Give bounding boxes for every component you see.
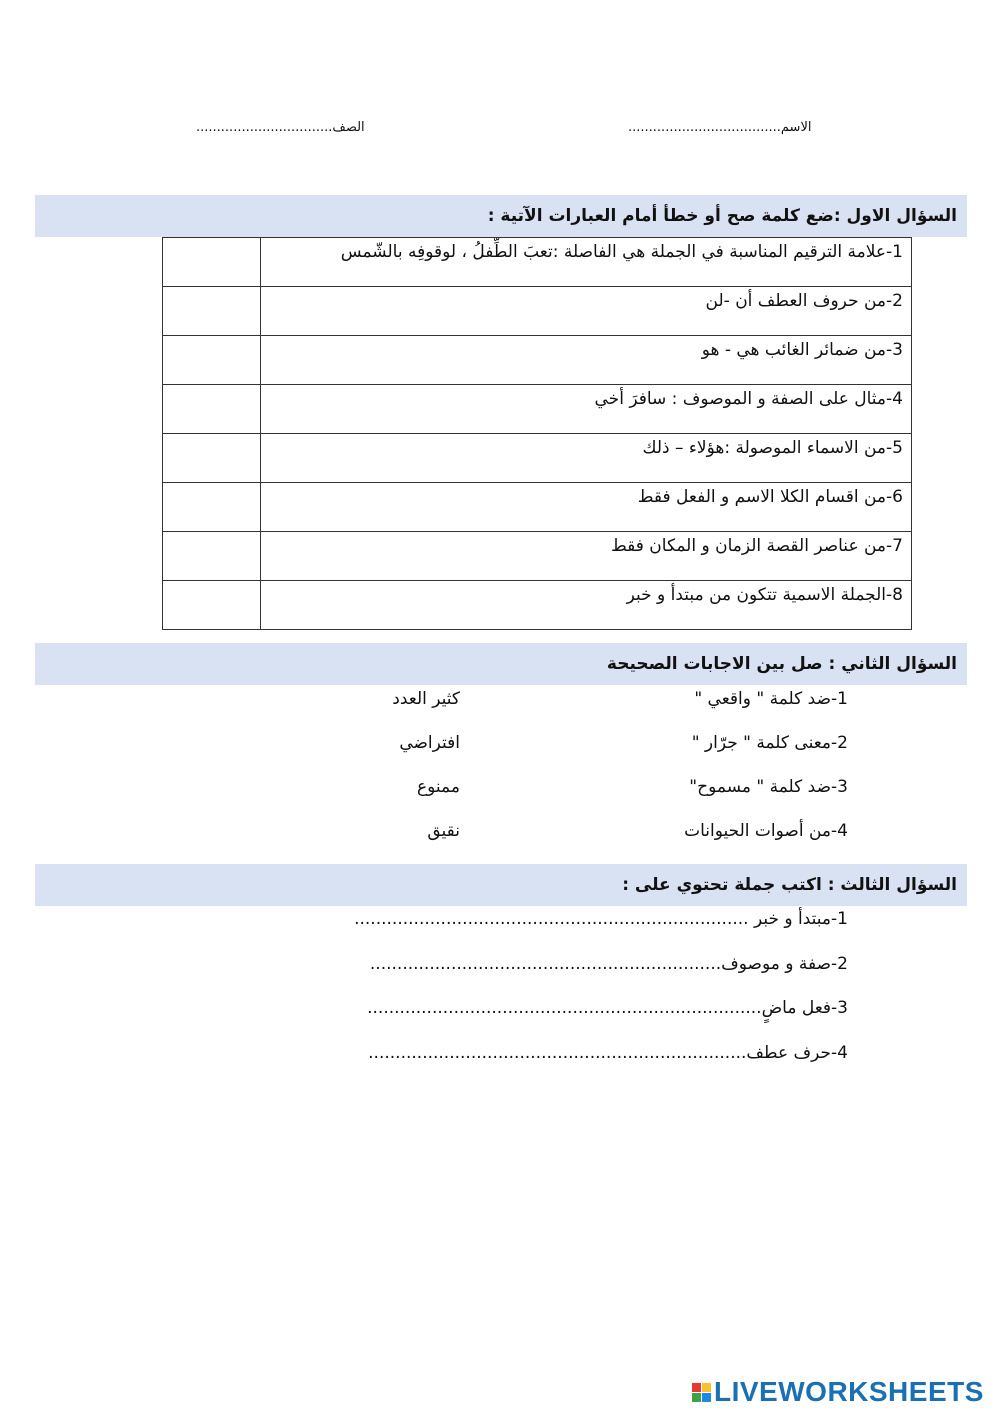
logo-square: [702, 1393, 711, 1402]
q1-title: السؤال الاول :ضع كلمة صح أو خطأ أمام العبارات الآتية :: [35, 195, 967, 237]
answer-cell[interactable]: [163, 385, 261, 434]
match-right-item[interactable]: نقيق: [427, 821, 460, 841]
match-right-item[interactable]: كثير العدد: [392, 689, 460, 709]
write-sentence-line[interactable]: 3-فعل ماضٍ.........................................................................: [367, 998, 848, 1018]
write-sentence-line[interactable]: 4-حرف عطف......................................................................: [368, 1043, 848, 1063]
q2-title: السؤال الثاني : صل بين الاجابات الصحيحة: [35, 643, 967, 685]
statement-cell: 5-من الاسماء الموصولة :هؤلاء – ذلك: [261, 434, 912, 483]
logo-square: [702, 1383, 711, 1392]
student-class-field: الصف.................................: [196, 120, 365, 135]
table-row: [163, 385, 912, 434]
answer-cell[interactable]: [163, 581, 261, 630]
logo-text: LIVEWORKSHEETS: [714, 1376, 984, 1407]
answer-cell[interactable]: [163, 434, 261, 483]
statement-cell: 2-من حروف العطف أن -لن: [261, 287, 912, 336]
match-left-item: 4-من أصوات الحيوانات: [684, 821, 848, 841]
logo-square: [692, 1393, 701, 1402]
logo-squares-icon: [692, 1383, 711, 1402]
answer-cell[interactable]: [163, 483, 261, 532]
true-false-table: [162, 237, 912, 630]
match-right-item[interactable]: افتراضي: [399, 733, 460, 753]
table-row: [163, 434, 912, 483]
q3-title: السؤال الثالث : اكتب جملة تحتوي على :: [35, 864, 967, 906]
statement-cell: 7-من عناصر القصة الزمان و المكان فقط: [261, 532, 912, 581]
table-row: [163, 581, 912, 630]
statement-cell: 4-مثال على الصفة و الموصوف : سافرَ أخي: [261, 385, 912, 434]
logo-square: [692, 1383, 701, 1392]
statement-cell: 8-الجملة الاسمية تتكون من مبتدأ و خبر: [261, 581, 912, 630]
answer-cell[interactable]: [163, 287, 261, 336]
answer-cell[interactable]: [163, 238, 261, 287]
student-name-field: الاسم.....................................: [628, 120, 812, 135]
answer-cell[interactable]: [163, 532, 261, 581]
match-right-item[interactable]: ممنوع: [417, 777, 460, 797]
match-left-item: 2-معنى كلمة " جرّار ": [691, 733, 848, 753]
table-row: [163, 336, 912, 385]
write-sentence-line[interactable]: 1-مبتدأ و خبر .........................................................................: [354, 909, 848, 929]
answer-cell[interactable]: [163, 336, 261, 385]
table-row: [163, 483, 912, 532]
match-left-item: 3-ضد كلمة " مسموح": [689, 777, 848, 797]
table-row: [163, 287, 912, 336]
table-row: [163, 532, 912, 581]
table-row: [163, 238, 912, 287]
write-sentence-line[interactable]: 2-صفة و موصوف.................................................................: [369, 954, 848, 974]
statement-cell: 1-علامة الترقيم المناسبة في الجملة هي الفاصلة :تعبَ الطِّفلُ ، لوقوفِه بالشّمس: [261, 238, 912, 287]
match-left-item: 1-ضد كلمة " واقعي ": [694, 689, 848, 709]
liveworksheets-logo: [692, 1377, 984, 1407]
statement-cell: 6-من اقسام الكلا الاسم و الفعل فقط: [261, 483, 912, 532]
statement-cell: 3-من ضمائر الغائب هي - هو: [261, 336, 912, 385]
